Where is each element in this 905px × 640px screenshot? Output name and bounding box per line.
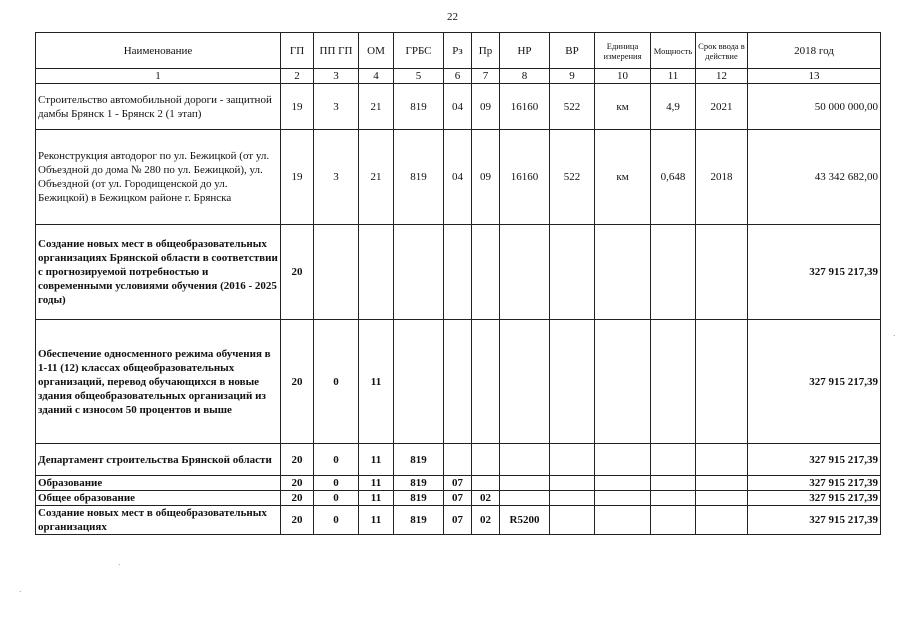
code-cell: 07 (444, 506, 472, 535)
code-cell: 04 (444, 130, 472, 225)
code-cell (359, 225, 394, 320)
code-cell: 819 (394, 476, 444, 491)
header-cell: Срок ввода в действие (696, 33, 748, 69)
code-cell: 16160 (500, 130, 550, 225)
amount-cell: 327 915 217,39 (748, 225, 881, 320)
code-cell: 11 (359, 506, 394, 535)
code-cell: 20 (281, 491, 314, 506)
scan-mark: · (19, 588, 22, 596)
column-number: 9 (550, 69, 595, 84)
code-cell: 2018 (696, 130, 748, 225)
code-cell (696, 506, 748, 535)
code-cell (472, 476, 500, 491)
code-cell: 0 (314, 320, 359, 444)
code-cell: 819 (394, 444, 444, 476)
row-name-cell: Создание новых мест в общеобразовательных организациях Брянской области в соответствии с прогнозируемой потребностью и современными условиями обучения (2016 - 2025 годы) (36, 225, 281, 320)
code-cell: 3 (314, 130, 359, 225)
code-cell: 09 (472, 84, 500, 130)
page-number: 22 (447, 11, 458, 23)
scan-mark: · (893, 332, 896, 340)
code-cell: 11 (359, 320, 394, 444)
code-cell (550, 491, 595, 506)
header-cell: ОМ (359, 33, 394, 69)
code-cell: 21 (359, 130, 394, 225)
header-cell: НР (500, 33, 550, 69)
code-cell: км (595, 84, 651, 130)
code-cell: 02 (472, 491, 500, 506)
row-name-cell: Обеспечение односменного режима обучения в 1-11 (12) классах общеобразовательных организаций, перевод обучающихся в новые здания общеобразовательных организаций из зданий с износом 50 процентов и выше (36, 320, 281, 444)
table-body (36, 84, 881, 535)
code-cell: 07 (444, 476, 472, 491)
column-number-row (36, 69, 881, 84)
amount-cell: 327 915 217,39 (748, 506, 881, 535)
code-cell: 819 (394, 506, 444, 535)
code-cell (651, 444, 696, 476)
code-cell (696, 225, 748, 320)
header-cell: Пр (472, 33, 500, 69)
code-cell: 02 (472, 506, 500, 535)
header-cell: ГП (281, 33, 314, 69)
code-cell: 16160 (500, 84, 550, 130)
code-cell: 4,9 (651, 84, 696, 130)
code-cell (472, 225, 500, 320)
table-row (36, 225, 881, 320)
code-cell (651, 476, 696, 491)
code-cell: 819 (394, 84, 444, 130)
code-cell (651, 491, 696, 506)
header-cell: Наименование (36, 33, 281, 69)
code-cell: 0 (314, 476, 359, 491)
code-cell (550, 225, 595, 320)
column-number: 4 (359, 69, 394, 84)
table-row (36, 320, 881, 444)
code-cell: 11 (359, 476, 394, 491)
scan-mark: · (118, 561, 121, 569)
code-cell (550, 506, 595, 535)
code-cell: 0,648 (651, 130, 696, 225)
budget-table (35, 32, 881, 535)
header-cell: Рз (444, 33, 472, 69)
code-cell: 2021 (696, 84, 748, 130)
row-name-cell: Реконструкция автодорог по ул. Бежицкой (от ул. Объездной до дома № 280 по ул. Бежицкой), ул. Объездной (от ул. Городищенской до ул. Бежицкой) в Бежицком районе г. Брянска (36, 130, 281, 225)
code-cell: 21 (359, 84, 394, 130)
column-number: 3 (314, 69, 359, 84)
table-row (36, 491, 881, 506)
header-cell: ГРБС (394, 33, 444, 69)
code-cell (595, 225, 651, 320)
code-cell: 20 (281, 225, 314, 320)
table-row (36, 506, 881, 535)
code-cell (550, 444, 595, 476)
code-cell (444, 444, 472, 476)
amount-cell: 327 915 217,39 (748, 476, 881, 491)
row-name-cell: Образование (36, 476, 281, 491)
amount-cell: 327 915 217,39 (748, 320, 881, 444)
code-cell (651, 225, 696, 320)
table-row (36, 84, 881, 130)
code-cell: 0 (314, 491, 359, 506)
code-cell (500, 476, 550, 491)
code-cell: 819 (394, 130, 444, 225)
code-cell (595, 476, 651, 491)
code-cell: 0 (314, 506, 359, 535)
header-cell: 2018 год (748, 33, 881, 69)
amount-cell: 327 915 217,39 (748, 491, 881, 506)
code-cell (314, 225, 359, 320)
column-number: 8 (500, 69, 550, 84)
header-cell: Единица измерения (595, 33, 651, 69)
amount-cell: 327 915 217,39 (748, 444, 881, 476)
code-cell (472, 320, 500, 444)
row-name-cell: Общее образование (36, 491, 281, 506)
code-cell: 19 (281, 84, 314, 130)
code-cell: 20 (281, 444, 314, 476)
code-cell (696, 476, 748, 491)
code-cell (472, 444, 500, 476)
code-cell: R5200 (500, 506, 550, 535)
column-number: 10 (595, 69, 651, 84)
code-cell: 819 (394, 491, 444, 506)
code-cell (595, 320, 651, 444)
header-cell: ПП ГП (314, 33, 359, 69)
header-cell: ВР (550, 33, 595, 69)
code-cell: км (595, 130, 651, 225)
code-cell (500, 225, 550, 320)
code-cell: 0 (314, 444, 359, 476)
table-row (36, 476, 881, 491)
code-cell: 04 (444, 84, 472, 130)
code-cell (500, 444, 550, 476)
code-cell: 20 (281, 320, 314, 444)
code-cell: 19 (281, 130, 314, 225)
code-cell: 11 (359, 491, 394, 506)
code-cell: 20 (281, 476, 314, 491)
code-cell: 07 (444, 491, 472, 506)
code-cell (550, 320, 595, 444)
header-row (36, 33, 881, 69)
amount-cell: 50 000 000,00 (748, 84, 881, 130)
code-cell (444, 320, 472, 444)
code-cell (500, 320, 550, 444)
code-cell (595, 491, 651, 506)
code-cell: 20 (281, 506, 314, 535)
column-number: 12 (696, 69, 748, 84)
code-cell (394, 320, 444, 444)
column-number: 1 (36, 69, 281, 84)
code-cell (651, 320, 696, 444)
code-cell (595, 444, 651, 476)
table-row (36, 444, 881, 476)
code-cell: 522 (550, 84, 595, 130)
row-name-cell: Строительство автомобильной дороги - защитной дамбы Брянск 1 - Брянск 2 (1 этап) (36, 84, 281, 130)
code-cell: 09 (472, 130, 500, 225)
code-cell (444, 225, 472, 320)
code-cell: 3 (314, 84, 359, 130)
column-number: 5 (394, 69, 444, 84)
row-name-cell: Департамент строительства Брянской области (36, 444, 281, 476)
code-cell (696, 320, 748, 444)
header-cell: Мощность (651, 33, 696, 69)
column-number: 6 (444, 69, 472, 84)
table-row (36, 130, 881, 225)
amount-cell: 43 342 682,00 (748, 130, 881, 225)
code-cell: 522 (550, 130, 595, 225)
code-cell (394, 225, 444, 320)
column-number: 13 (748, 69, 881, 84)
code-cell (696, 444, 748, 476)
code-cell (651, 506, 696, 535)
code-cell (696, 491, 748, 506)
code-cell (500, 491, 550, 506)
code-cell: 11 (359, 444, 394, 476)
column-number: 2 (281, 69, 314, 84)
code-cell (595, 506, 651, 535)
column-number: 11 (651, 69, 696, 84)
row-name-cell: Создание новых мест в общеобразовательных организациях (36, 506, 281, 535)
code-cell (550, 476, 595, 491)
column-number: 7 (472, 69, 500, 84)
